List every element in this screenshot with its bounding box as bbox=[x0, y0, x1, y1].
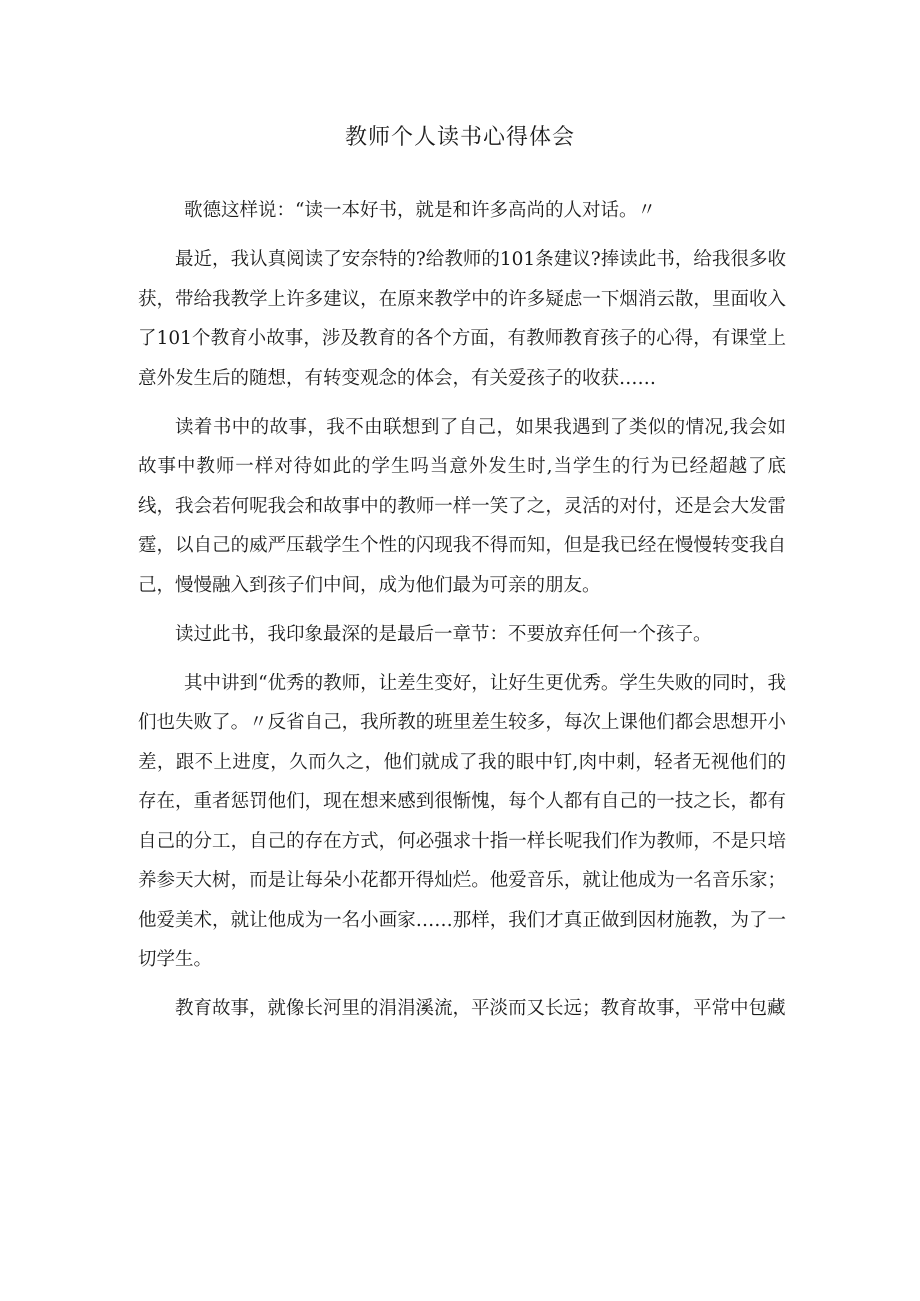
document-title: 教师个人读书心得体会 bbox=[344, 125, 575, 150]
document-body bbox=[138, 191, 786, 1038]
paragraph-book-intro: 最近，我认真阅读了安奈特的?给教师的101条建议?捧读此书，给我很多收获，带给我教学上许多建议，在原来教学中的许多疑虑一下烟消云散，里面收入了101个教育小故事，涉及教育的各个方面，有教师教育孩子的心得，有课堂上意外发生后的随想，有转变观念的体会，有关爱孩子的收获…… bbox=[138, 249, 786, 389]
paragraph-last-chapter: 读过此书，我印象最深的是最后一章节：不要放弃任何一个孩子。 bbox=[175, 623, 712, 645]
paragraph-excellent-teacher: 其中讲到“优秀的教师，让差生变好，让好生更优秀。学生失败的同时，我们也失败了。〃反省自己，我所教的班里差生较多，每次上课他们都会思想开小差，跟不上进度，久而久之，他们就成了我的眼中钉,肉中刺，轻者无视他们的存在，重者惩罚他们，现在想来感到很惭愧，每个人都有自己的一技之长，都有自己的分工，自己的存在方式，何必强求十指一样长呢我们作为教师，不是只培养参天大树，而是让每朵小花都开得灿烂。他爱音乐，就让他成为一名音乐家；他爱美术，就让他成为一名小画家……那样，我们才真正做到因材施教，为了一切学生。 bbox=[138, 672, 786, 970]
paragraph-goethe-quote: 歌德这样说：“读一本好书，就是和许多高尚的人对话。〃 bbox=[184, 200, 656, 221]
paragraph-reflection: 读着书中的故事，我不由联想到了自己，如果我遇到了类似的情况,我会如故事中教师一样对待如此的学生吗当意外发生时,当学生的行为已经超越了底线，我会若何呢我会和故事中的教师一样一笑了之，灵活的对付，还是会大发雷霆，以自己的威严压载学生个性的闪现我不得而知，但是我已经在慢慢转变我自己，慢慢融入到孩子们中间，成为他们最为可亲的朋友。 bbox=[138, 416, 786, 596]
paragraph-education-stories: 教育故事，就像长河里的涓涓溪流，平淡而又长远；教育故事，平常中包藏 bbox=[175, 998, 786, 1019]
